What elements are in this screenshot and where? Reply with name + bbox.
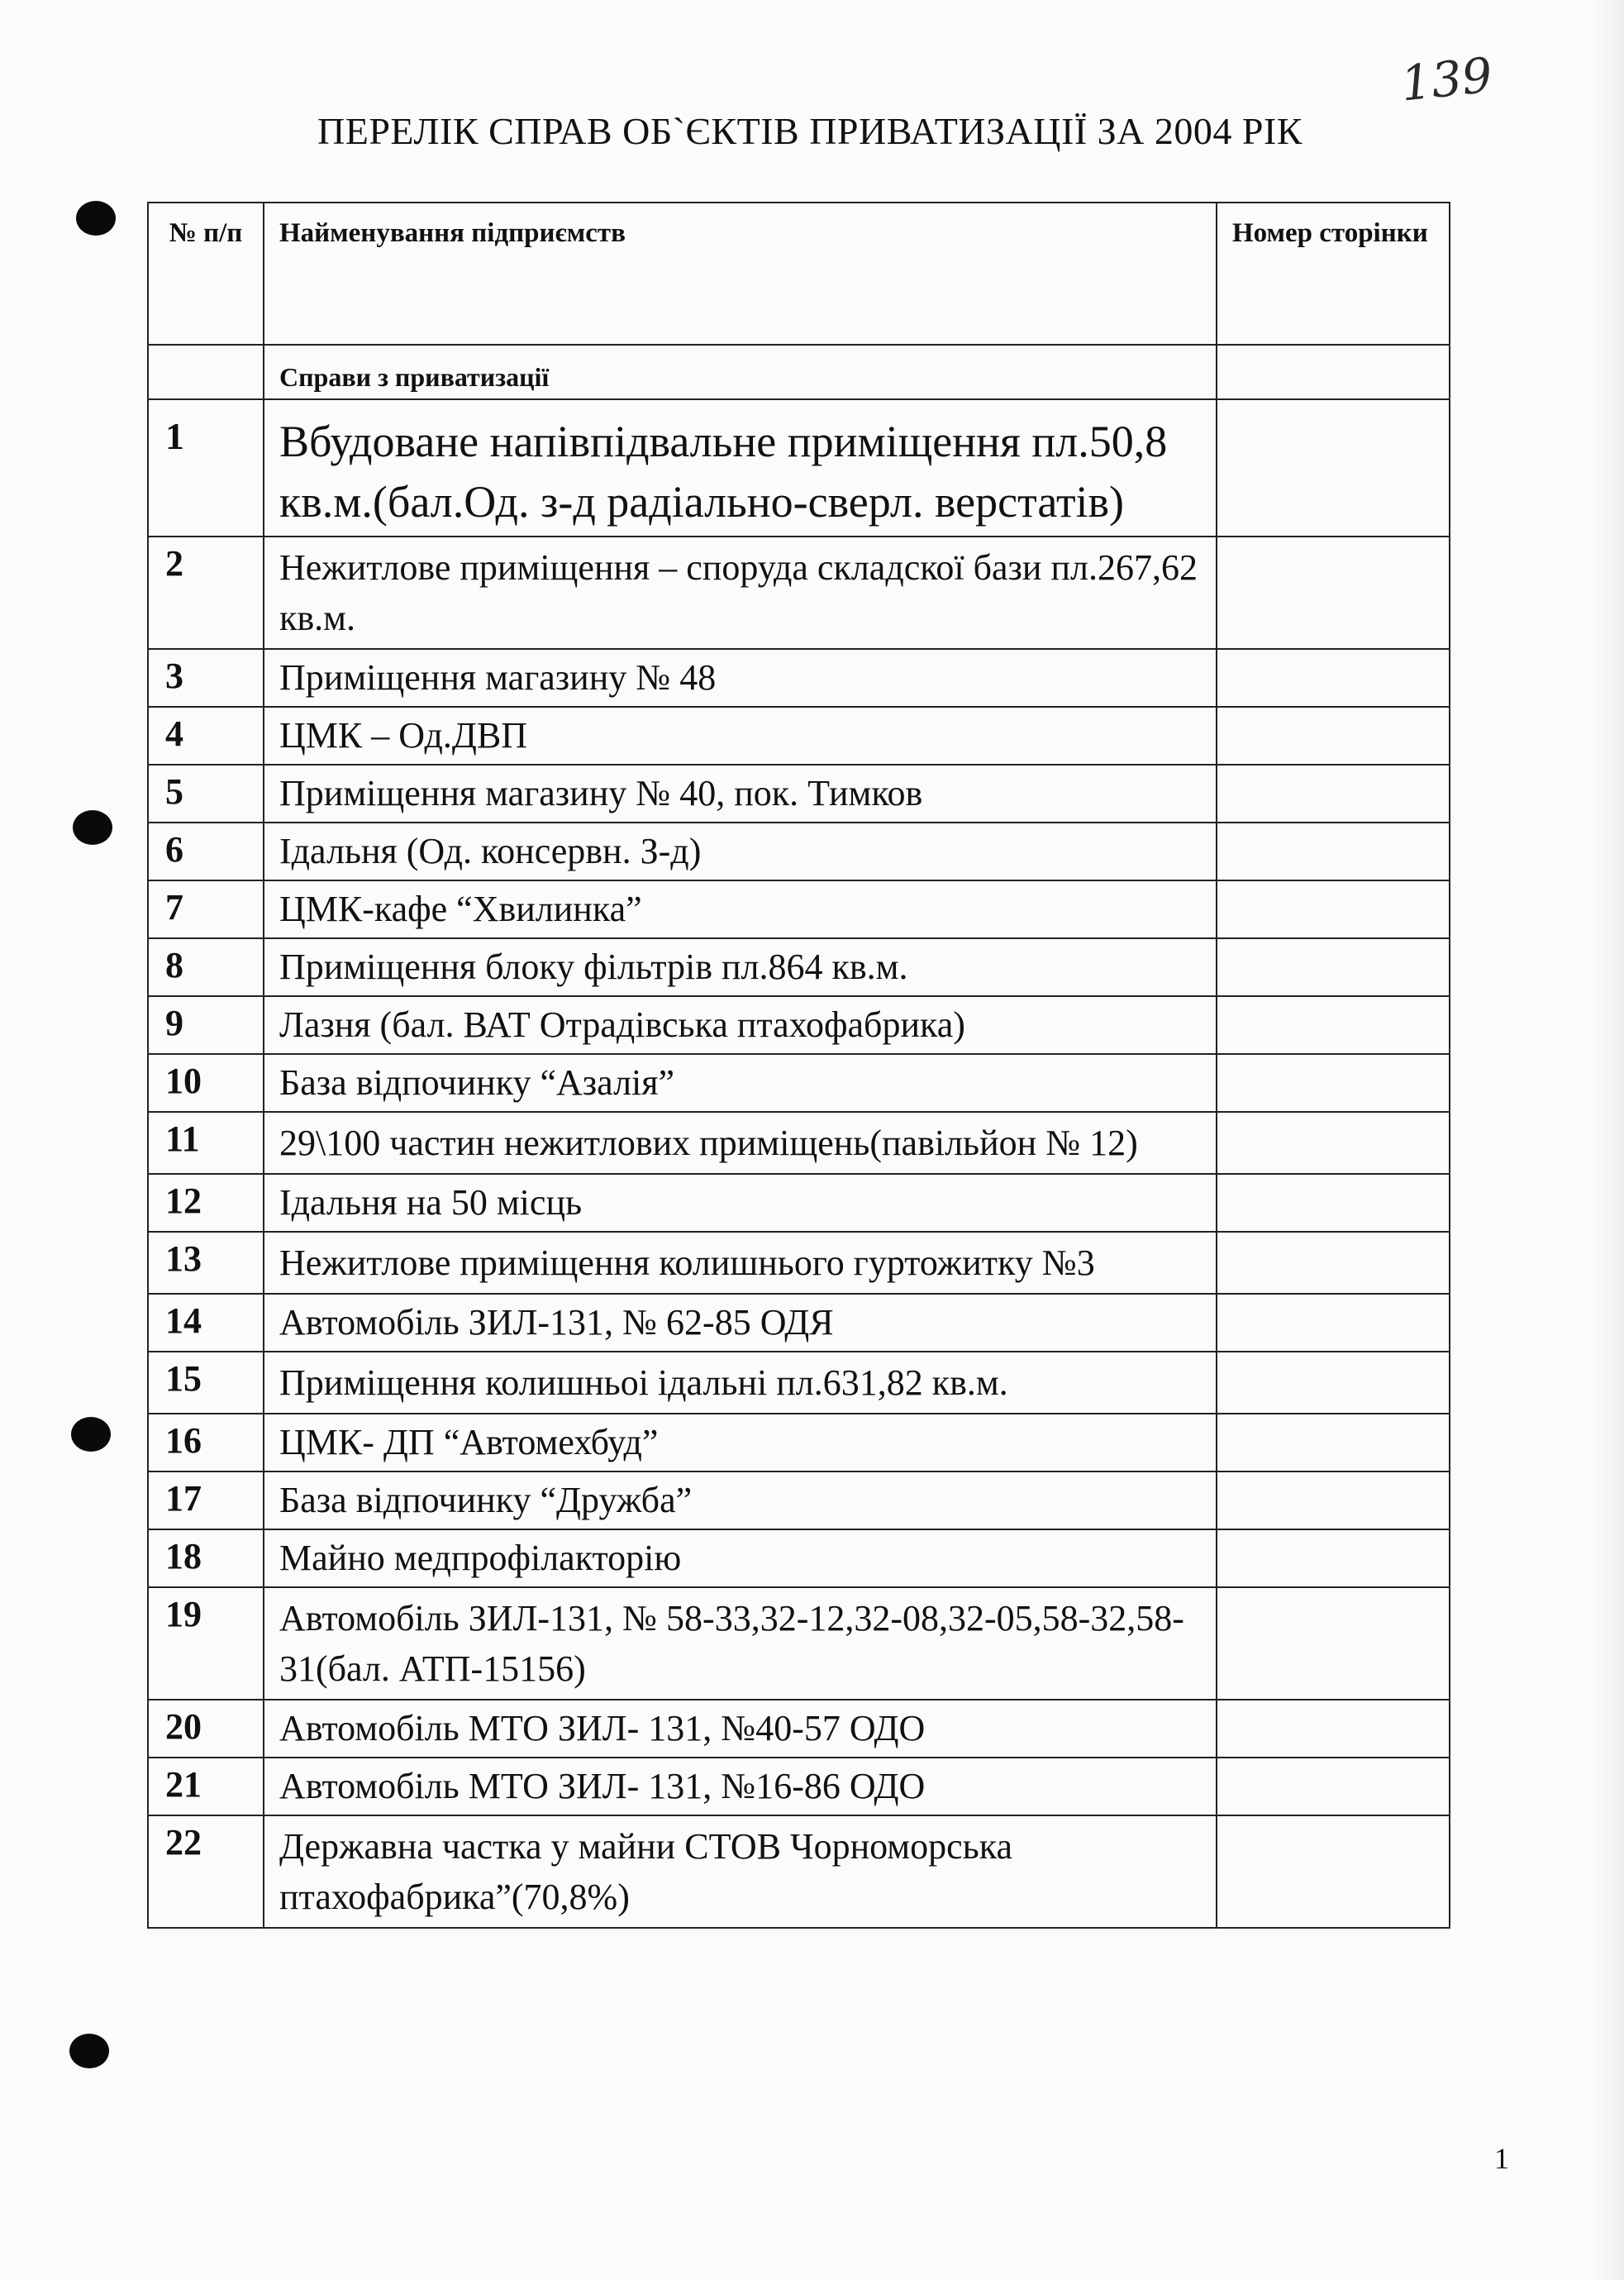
row-page-number: [1217, 1587, 1450, 1700]
punch-hole: [71, 1417, 111, 1452]
section-page-cell: [1217, 345, 1450, 399]
table-row: [148, 996, 1450, 1054]
table-row: [148, 1815, 1450, 1928]
table-row: [148, 1700, 1450, 1758]
row-number: 5: [148, 765, 264, 823]
section-number-cell: [148, 345, 264, 399]
row-number: 16: [148, 1414, 264, 1472]
row-name: ЦМК – Од.ДВП: [264, 707, 1217, 765]
table-row: [148, 1232, 1450, 1294]
table-row: [148, 1054, 1450, 1112]
row-name: Державна частка у майни СТОВ Чорноморська птахофабрика”(70,8%): [264, 1815, 1217, 1928]
row-number: 12: [148, 1174, 264, 1232]
row-page-number: [1217, 707, 1450, 765]
row-number: 4: [148, 707, 264, 765]
row-page-number: [1217, 1054, 1450, 1112]
section-row: [148, 345, 1450, 399]
row-name: Приміщення блоку фільтрів пл.864 кв.м.: [264, 938, 1217, 996]
row-name: Майно медпрофілакторію: [264, 1529, 1217, 1587]
row-page-number: [1217, 996, 1450, 1054]
row-page-number: [1217, 1112, 1450, 1174]
row-name: Автомобіль ЗИЛ-131, № 58-33,32-12,32-08,32-05,58-32,58-31(бал. АТП-15156): [264, 1587, 1217, 1700]
row-name: Нежитлове приміщення – споруда складскої бази пл.267,62 кв.м.: [264, 537, 1217, 649]
table-row: [148, 1587, 1450, 1700]
row-page-number: [1217, 1352, 1450, 1414]
row-page-number: [1217, 1232, 1450, 1294]
row-number: 19: [148, 1587, 264, 1700]
row-number: 18: [148, 1529, 264, 1587]
row-name: Лазня (бал. ВАТ Отрадівська птахофабрика): [264, 996, 1217, 1054]
row-name: Нежитлове приміщення колишнього гуртожитку №3: [264, 1232, 1217, 1294]
row-number: 11: [148, 1112, 264, 1174]
table-row: [148, 1414, 1450, 1472]
row-page-number: [1217, 537, 1450, 649]
document-title: ПЕРЕЛІК СПРАВ ОБ`ЄКТІВ ПРИВАТИЗАЦІЇ ЗА 2004 РІК: [317, 110, 1303, 152]
punch-hole: [73, 810, 112, 845]
row-number: 14: [148, 1294, 264, 1352]
table-row: [148, 1758, 1450, 1815]
row-number: 3: [148, 649, 264, 707]
row-name: Приміщення магазину № 40, пок. Тимков: [264, 765, 1217, 823]
table-row: [148, 1352, 1450, 1414]
row-name: Автомобіль МТО ЗИЛ- 131, №16-86 ОДО: [264, 1758, 1217, 1815]
row-name: Вбудоване напівпідвальне приміщення пл.50,8 кв.м.(бал.Од. з-д радіально-сверл. верстатів): [264, 399, 1217, 537]
row-number: 8: [148, 938, 264, 996]
row-name: База відпочинку “Азалія”: [264, 1054, 1217, 1112]
row-number: 2: [148, 537, 264, 649]
row-page-number: [1217, 1414, 1450, 1472]
table-row: [148, 765, 1450, 823]
table-row: [148, 880, 1450, 938]
table-row: [148, 707, 1450, 765]
row-page-number: [1217, 1815, 1450, 1928]
row-name: ЦМК- ДП “Автомехбуд”: [264, 1414, 1217, 1472]
row-name: Приміщення магазину № 48: [264, 649, 1217, 707]
row-number: 7: [148, 880, 264, 938]
row-number: 17: [148, 1472, 264, 1529]
row-name: Ідальня (Од. консервн. З-д): [264, 823, 1217, 880]
page-number: 1: [1494, 2142, 1509, 2175]
row-page-number: [1217, 1700, 1450, 1758]
handwritten-sheet-number: 139: [1398, 46, 1495, 112]
row-name: ЦМК-кафе “Хвилинка”: [264, 880, 1217, 938]
table-row: [148, 1529, 1450, 1587]
row-number: 22: [148, 1815, 264, 1928]
privatization-register-table: [147, 202, 1450, 1929]
column-header-name: Найменування підприємств: [264, 203, 1217, 345]
table-row: [148, 1174, 1450, 1232]
row-name: Ідальня на 50 місць: [264, 1174, 1217, 1232]
table-row: [148, 649, 1450, 707]
row-number: 13: [148, 1232, 264, 1294]
row-page-number: [1217, 765, 1450, 823]
row-page-number: [1217, 823, 1450, 880]
column-header-page: Номер сторінки: [1217, 203, 1450, 345]
row-page-number: [1217, 1758, 1450, 1815]
row-number: 1: [148, 399, 264, 537]
row-number: 10: [148, 1054, 264, 1112]
punch-hole: [76, 201, 116, 236]
row-name: 29\100 частин нежитлових приміщень(павільйон № 12): [264, 1112, 1217, 1174]
row-page-number: [1217, 649, 1450, 707]
row-page-number: [1217, 938, 1450, 996]
table-row: [148, 938, 1450, 996]
row-number: 21: [148, 1758, 264, 1815]
row-page-number: [1217, 1472, 1450, 1529]
section-title: Справи з приватизації: [264, 345, 1217, 399]
page-edge-shadow: [1591, 0, 1624, 2280]
row-page-number: [1217, 1529, 1450, 1587]
row-name: Автомобіль МТО ЗИЛ- 131, №40-57 ОДО: [264, 1700, 1217, 1758]
row-number: 15: [148, 1352, 264, 1414]
row-number: 20: [148, 1700, 264, 1758]
row-page-number: [1217, 399, 1450, 537]
row-page-number: [1217, 1174, 1450, 1232]
row-page-number: [1217, 880, 1450, 938]
row-name: Автомобіль ЗИЛ-131, № 62-85 ОДЯ: [264, 1294, 1217, 1352]
table-row: [148, 1472, 1450, 1529]
table-row: [148, 1294, 1450, 1352]
row-page-number: [1217, 1294, 1450, 1352]
row-name: Приміщення колишньоі ідальні пл.631,82 кв.м.: [264, 1352, 1217, 1414]
punch-hole: [69, 2034, 109, 2068]
row-number: 6: [148, 823, 264, 880]
table-row: [148, 823, 1450, 880]
row-number: 9: [148, 996, 264, 1054]
table-header-row: [148, 203, 1450, 345]
table-row: [148, 1112, 1450, 1174]
table-row: [148, 399, 1450, 537]
row-name: База відпочинку “Дружба”: [264, 1472, 1217, 1529]
table-row: [148, 537, 1450, 649]
column-header-number: № п/п: [148, 203, 264, 345]
